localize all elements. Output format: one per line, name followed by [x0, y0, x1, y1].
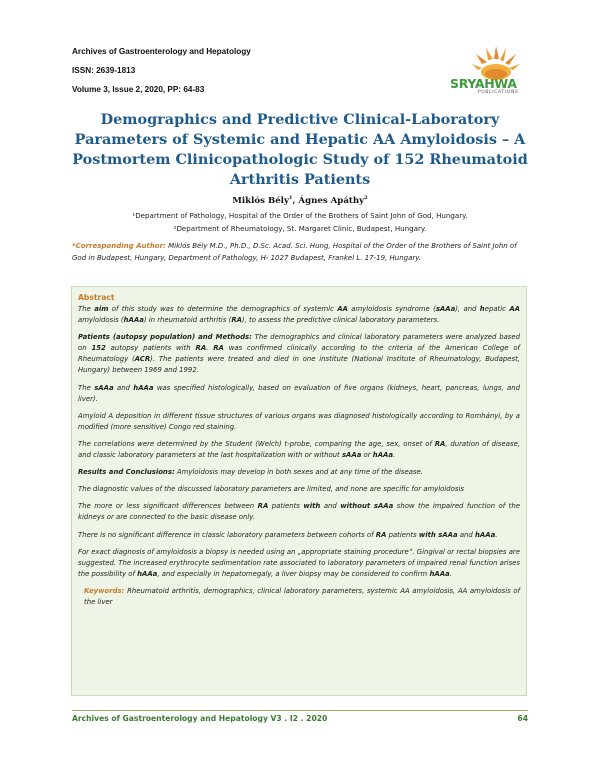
- sunburst-icon: [448, 40, 548, 80]
- abstract-staining: Amyloid A deposition in different tissue structures of various organs was diagnosed histologically according to Romhányi, by a modified (more sensitive) Congo red staining.: [78, 411, 520, 431]
- author-2-affil: 2: [364, 195, 368, 201]
- abstract-diagnosis: For exact diagnosis of amyloidosis a biopsy is needed using an „appropriate staining procedure”. Gingival or rectal biopsies are suggested. The increased erythrocyte sedimentation rate associated to laboratory parameters of impaired renal function arises the possibility of hAAa, and especially in hepatomegaly, a liver biopsy may be considered to confirm hAAa.: [78, 547, 520, 578]
- journal-name: Archives of Gastroenterology and Hepatology: [72, 47, 251, 56]
- volume-info: Volume 3, Issue 2, 2020, PP: 64-83: [72, 85, 205, 94]
- corresponding-text: Miklós Bély M.D., Ph.D., D.Sc. Acad. Sci. Hung, Hospital of the Order of the Brothers of Saint John of God in Budapest, Hungary, Department of Pathology, H- 1027 Budapest, Frankel L. 17-19, Hungary.: [72, 242, 517, 263]
- author-separator: ,: [292, 195, 299, 206]
- corresponding-label: *Corresponding Author:: [72, 242, 166, 250]
- affiliation-2: ²Department of Rheumatology, St. Margaret Clinic, Budapest, Hungary.: [173, 224, 427, 233]
- abstract-specification: The sAAa and hAAa was specified histologically, based on evaluation of five organs (kidneys, heart, pancreas, lungs, and liver).: [78, 383, 520, 403]
- logo-subtitle: PUBLICATIONS: [478, 90, 519, 95]
- abstract-diagnostic-values: The diagnostic values of the discussed laboratory parameters are limited, and none are specific for amyloidosis: [78, 485, 464, 494]
- abstract-aim: The aim of this study was to determine the demographics of systemic AA amyloidosis syndrome (sAAa), and hepatic AA amyloidosis (hAAa) in rheumatoid arthritis (RA), to assess the predictive clinical laboratory parameters.: [78, 305, 520, 325]
- author-1-affil: 1: [288, 195, 293, 201]
- author-list: [0, 195, 600, 206]
- article-title: Demographics and Predictive Clinical-Laboratory Parameters of Systemic and Hepatic AA Amyloidosis – A Postmortem Clinicopathologic Study of 152 Rheumatoid Arthritis Patients: [72, 111, 528, 188]
- logo-wordmark: SRYAHWA: [450, 76, 517, 91]
- abstract-correlations: The correlations were determined by the Student (Welch) t-probe, comparing the age, sex, onset of RA, duration of disease, and classic laboratory parameters at the last hospitalization with or without sAAa or hAAa.: [78, 439, 520, 460]
- affiliation-1: ¹Department of Pathology, Hospital of the Order of the Brothers of Saint John of God, Hungary.: [132, 211, 468, 220]
- issn: ISSN: 2639-1813: [72, 66, 136, 75]
- abstract-box: [71, 286, 527, 696]
- abstract-differences: The more or less significant differences between RA patients with and without sAAa show the impaired function of the kidneys or are connected to the basic disease only.: [78, 502, 520, 522]
- author-2: Ágnes Apáthy: [298, 195, 365, 206]
- corresponding-author: [72, 240, 528, 264]
- publisher-logo: [448, 40, 548, 96]
- page-number: 64: [517, 714, 528, 723]
- abstract-keywords: [78, 586, 520, 608]
- keywords-label: Keywords:: [84, 586, 125, 595]
- abstract-no-difference: There is no significant difference in classic laboratory parameters between cohorts of RA patients with sAAa and hAAa.: [78, 530, 498, 539]
- abstract-results: Results and Conclusions: Amyloidosis may develop in both sexes and at any time of the disease.: [78, 468, 423, 477]
- abstract-heading: Abstract: [78, 293, 115, 302]
- footer-divider: [72, 710, 528, 711]
- page-footer: [72, 714, 528, 723]
- author-1: Miklós Bély: [232, 195, 289, 206]
- footer-journal: Archives of Gastroenterology and Hepatology V3 . I2 . 2020: [72, 714, 328, 723]
- abstract-methods: Patients (autopsy population) and Methods: The demographics and clinical laboratory parameters were analyzed based on 152 autopsy patients with RA. RA was confirmed clinically according to the criteria of the American College of Rheumatology (ACR). The patients were treated and died in one institute (National Institute of Rheumatology, Budapest, Hungary) between 1969 and 1992.: [78, 333, 520, 375]
- journal-header: [72, 46, 412, 103]
- keywords-text: Rheumatoid arthritis, demographics, clinical laboratory parameters, systemic AA amyloidosis, AA amyloidosis of the liver: [84, 586, 520, 606]
